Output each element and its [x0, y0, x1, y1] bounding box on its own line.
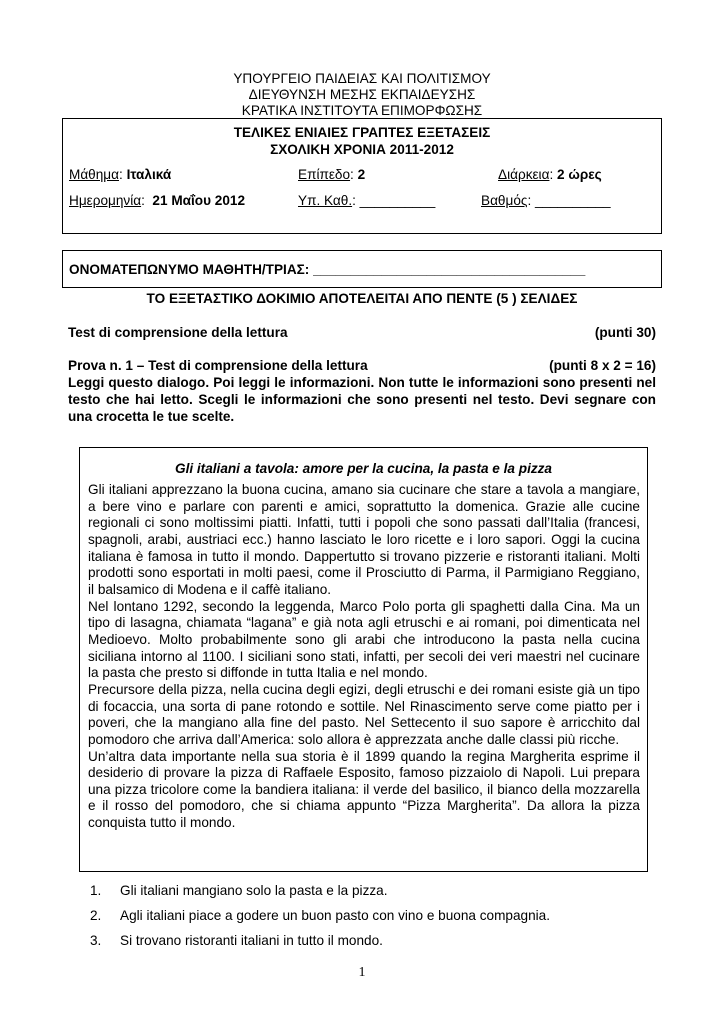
statement-item[interactable] — [90, 882, 650, 907]
task-points: (punti 8 x 2 = 16) — [549, 358, 656, 373]
date-field: Ημερομηνία: 21 Μαΐου 2012 — [69, 193, 246, 208]
signature-field[interactable]: Υπ. Καθ.: __________ — [298, 193, 436, 208]
grade-blank[interactable]: __________ — [535, 193, 611, 208]
exam-title: ΤΕΛΙΚΕΣ ΕΝΙΑΙΕΣ ΓΡΑΠΤΕΣ ΕΞΕΤΑΣΕΙΣ — [233, 125, 491, 140]
statement-number: 1. — [90, 883, 102, 898]
reading-paragraph: Precursore della pizza, nella cucina degli egizi, degli etruschi e dei romani esiste già un tipo di focaccia, una sorta di pane rotondo e sottile. Nel Rinascimento serve come piatto per i poveri, che la mangiano alla fine del pasto. Nel Settecento il suo sapore è arricchito dal pomodoro che arriva dall’America: solo allora è apprezzata anche dalle classi più ricche. — [88, 681, 640, 747]
statement-number: 3. — [90, 933, 102, 948]
reading-paragraph: Un’altra data importante nella sua storia è il 1899 quando la regina Margherita esprime il desiderio di provare la pizza di Raffaele Esposito, famoso pizzaiolo di Napoli. Lui prepara una pizza tricolore come la bandiera italiana: il verde del basilico, il bianco della mozzarella e il rosso del pomodoro, che si chiama appunto “Pizza Margherita”. Da allora la pizza conquista tutto il mondo. — [88, 748, 640, 831]
statement-number: 2. — [90, 908, 102, 923]
date-value: 21 Μαΐου 2012 — [152, 193, 246, 208]
task-title: Prova n. 1 – Test di comprensione della lettura — [68, 358, 368, 373]
institutes-name: ΚΡΑΤΙΚΑ ΙΝΣΤΙΤΟΥΤΑ ΕΠΙΜΟΡΦΩΣΗΣ — [241, 103, 483, 118]
section-points: (punti 30) — [594, 325, 656, 340]
exam-info-box — [62, 118, 662, 234]
level-label: Επίπεδο — [298, 167, 351, 182]
ministry-name: ΥΠΟΥΡΓΕΙΟ ΠΑΙΔΕΙΑΣ ΚΑΙ ΠΟΛΙΤΙΣΜΟΥ — [233, 71, 491, 86]
duration-field: Διάρκεια: 2 ώρες — [498, 167, 602, 182]
date-label: Ημερομηνία — [69, 193, 142, 208]
statement-item[interactable] — [90, 907, 650, 932]
student-name-line[interactable]: ΟΝΟΜΑΤΕΠΩΝΥΜΟ ΜΑΘΗΤΗ/ΤΡΙΑΣ: ____________________________________ — [69, 262, 586, 277]
statement-text: Gli italiani mangiano solo la pasta e la pizza. — [120, 883, 388, 898]
signature-blank[interactable]: __________ — [359, 193, 436, 208]
grade-label: Βαθμός — [481, 193, 528, 208]
reading-paragraph: Nel lontano 1292, secondo la leggenda, Marco Polo porta gli spaghetti dalla Cina. Ma un tipo di lasagna, chiamata “lagana” e già nota agli etruschi e ai romani, poi dimenticata nel Medioevo. Molto probabilmente sono gli arabi che introducono la pasta nella cucina siciliana intorno al 1100. I siciliani sono stati, infatti, per secoli dei veri maestri nel cucinare la pasta che presto si diffonde in tutta Italia e nel mondo. — [88, 598, 640, 681]
statement-text: Agli italiani piace a godere un buon pasto con vino e buona compagnia. — [120, 908, 551, 923]
reading-title: Gli italiani a tavola: amore per la cucina, la pasta e la pizza — [175, 461, 552, 476]
subject-label: Μάθημα — [69, 167, 119, 182]
directorate-name: ΔΙΕΥΘΥΝΣΗ ΜΕΣΗΣ ΕΚΠΑΙΔΕΥΣΗΣ — [248, 87, 476, 102]
reading-text-box — [79, 447, 648, 872]
section-title: Test di comprensione della lettura — [68, 325, 288, 340]
grade-field[interactable]: Βαθμός: __________ — [481, 193, 611, 208]
subject-field: Μάθημα: Ιταλικά — [69, 167, 172, 182]
duration-label: Διάρκεια — [498, 167, 550, 182]
duration-value: 2 ώρες — [557, 167, 602, 182]
student-name-box — [62, 250, 662, 288]
page-number: 1 — [358, 965, 366, 980]
subject-value: Ιταλικά — [126, 167, 172, 182]
level-field: Επίπεδο: 2 — [298, 167, 366, 182]
task-instructions: Leggi questo dialogo. Poi leggi le informazioni. Non tutte le informazioni sono presenti nel testo che hai letto. Scegli le informazioni che sono presenti nel testo. Devi segnare con una crocetta le tue scelte. — [68, 375, 656, 424]
statement-list — [90, 882, 650, 957]
reading-paragraph: Gli italiani apprezzano la buona cucina, amano sia cucinare che stare a tavola a mangiare, a bere vino e parlare con parenti e amici, soprattutto la domenica. Grazie alle cucine regionali ci sono moltissimi piatti. Infatti, tutti i popoli che sono passati dall’Italia (francesi, spagnoli, arabi, austriaci ecc.) hanno lasciato le loro ricette e i loro sapori. Oggi la cucina italiana è famosa in tutto il mondo. Dappertutto si trovano pizzerie e ristoranti italiani. Molti prodotti sono esportati in molti paesi, come il Prosciutto di Parma, il Parmigiano Reggiano, il balsamico di Modena e il caffè italiano. — [88, 482, 640, 597]
signature-label: Υπ. Καθ. — [298, 193, 353, 208]
statement-item[interactable] — [90, 932, 650, 957]
page-count-notice: ΤΟ ΕΞΕΤΑΣΤΙΚΟ ΔΟΚΙΜΙΟ ΑΠΟΤΕΛΕΙΤΑΙ ΑΠΟ ΠΕΝΤΕ (5 ) ΣΕΛΙΔΕΣ — [146, 291, 578, 306]
statement-text: Si trovano ristoranti italiani in tutto il mondo. — [120, 933, 383, 948]
school-year: ΣΧΟΛΙΚΗ ΧΡΟΝΙΑ 2011-2012 — [270, 142, 454, 157]
reading-body — [88, 482, 640, 832]
level-value: 2 — [357, 167, 366, 182]
